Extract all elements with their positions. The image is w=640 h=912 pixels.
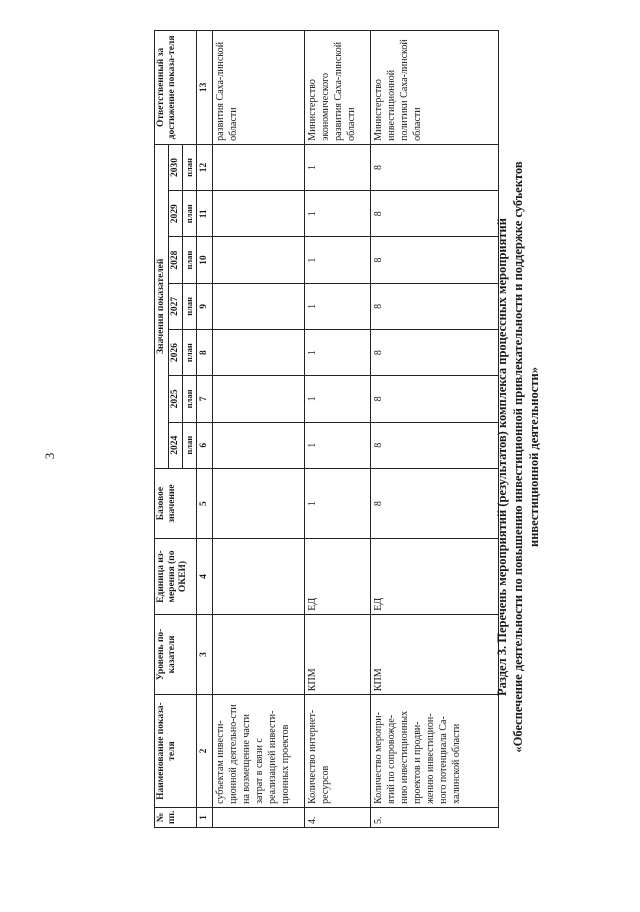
row-value xyxy=(213,191,305,237)
row-value: 1 xyxy=(305,283,371,329)
column-number: 3 xyxy=(197,614,213,694)
row-value: 8 xyxy=(371,191,499,237)
row-value: 1 xyxy=(305,237,371,283)
row-base: 8 xyxy=(371,468,499,538)
row-value xyxy=(213,237,305,283)
row-no: 4. xyxy=(305,807,371,827)
header-plan: план xyxy=(183,376,197,422)
header-year: 2028 xyxy=(169,237,183,283)
table-row xyxy=(213,31,305,828)
row-responsible: развития Саха-линской области xyxy=(213,31,305,145)
row-value: 1 xyxy=(305,376,371,422)
row-value: 8 xyxy=(371,330,499,376)
indicators-table xyxy=(154,30,499,828)
row-level: КПМ xyxy=(305,614,371,694)
column-number: 9 xyxy=(197,283,213,329)
row-responsible: Министерство экономического развития Саха-линской области xyxy=(305,31,371,145)
row-value: 1 xyxy=(305,330,371,376)
header-plan: план xyxy=(183,144,197,190)
column-number: 12 xyxy=(197,144,213,190)
row-name: Количество интернет-ресурсов xyxy=(305,695,371,808)
row-value xyxy=(213,376,305,422)
row-unit: ЕД xyxy=(305,539,371,614)
page-number: 3 xyxy=(42,452,57,460)
section-subtitle: «Обеспечение деятельности по повышению инвестиционной привлекательности и поддержке субъектов xyxy=(511,161,525,753)
row-name: субъектам инвести-ционной деятельно-сти на возмещение части затрат в связи с реализацией инвести-ционных проектов xyxy=(213,695,305,808)
header-values-group: Значения показателей xyxy=(155,144,169,468)
column-number: 7 xyxy=(197,376,213,422)
header-year: 2027 xyxy=(169,283,183,329)
header-plan: план xyxy=(183,283,197,329)
column-number: 10 xyxy=(197,237,213,283)
row-responsible: Министерство инвестиционной политики Саха-линской области xyxy=(371,31,499,145)
row-base xyxy=(213,468,305,538)
row-no xyxy=(213,807,305,827)
column-number: 4 xyxy=(197,539,213,614)
header-base: Базовое значение xyxy=(155,468,197,538)
header-year: 2024 xyxy=(169,422,183,468)
row-value xyxy=(213,330,305,376)
row-value: 8 xyxy=(371,422,499,468)
header-year: 2025 xyxy=(169,376,183,422)
row-value: 1 xyxy=(305,422,371,468)
column-number: 8 xyxy=(197,330,213,376)
row-value: 8 xyxy=(371,376,499,422)
row-level: КПМ xyxy=(371,614,499,694)
header-level: Уровень по-казателя xyxy=(155,614,197,694)
column-number: 13 xyxy=(197,31,213,145)
row-no: 5. xyxy=(371,807,499,827)
column-number: 5 xyxy=(197,468,213,538)
row-unit: ЕД xyxy=(371,539,499,614)
column-number: 2 xyxy=(197,695,213,808)
section-subtitle-cont: инвестиционной деятельности» xyxy=(527,367,541,547)
row-value: 8 xyxy=(371,283,499,329)
header-year: 2029 xyxy=(169,191,183,237)
header-year: 2026 xyxy=(169,330,183,376)
header-plan: план xyxy=(183,191,197,237)
row-value xyxy=(213,283,305,329)
row-value: 1 xyxy=(305,191,371,237)
row-level xyxy=(213,614,305,694)
header-name: Наименование показа-теля xyxy=(155,695,197,808)
row-value xyxy=(213,144,305,190)
row-value xyxy=(213,422,305,468)
header-row-1 xyxy=(155,31,169,828)
section-title: Раздел 3. Перечень мероприятий (результатов) комплекса процессных мероприятий xyxy=(495,218,509,696)
row-value: 8 xyxy=(371,144,499,190)
row-value: 1 xyxy=(305,144,371,190)
row-unit xyxy=(213,539,305,614)
header-no: № пп. xyxy=(155,807,197,827)
column-number-row xyxy=(197,31,213,828)
row-base: 1 xyxy=(305,468,371,538)
column-number: 6 xyxy=(197,422,213,468)
header-unit: Единица из-мерения (по ОКЕИ) xyxy=(155,539,197,614)
header-plan: план xyxy=(183,422,197,468)
header-plan: план xyxy=(183,237,197,283)
row-value: 8 xyxy=(371,237,499,283)
header-year: 2030 xyxy=(169,144,183,190)
table-row xyxy=(305,31,371,828)
header-plan: план xyxy=(183,330,197,376)
row-name: Количество меропри-ятий по сопровожде-нию инвестиционных проектов и продви-жению инвестицион-ного потенциала Са-халинской области xyxy=(371,695,499,808)
column-number: 11 xyxy=(197,191,213,237)
column-number: 1 xyxy=(197,807,213,827)
table-row xyxy=(371,31,499,828)
header-responsible: Ответственный за достижение показа-теля xyxy=(155,31,197,145)
